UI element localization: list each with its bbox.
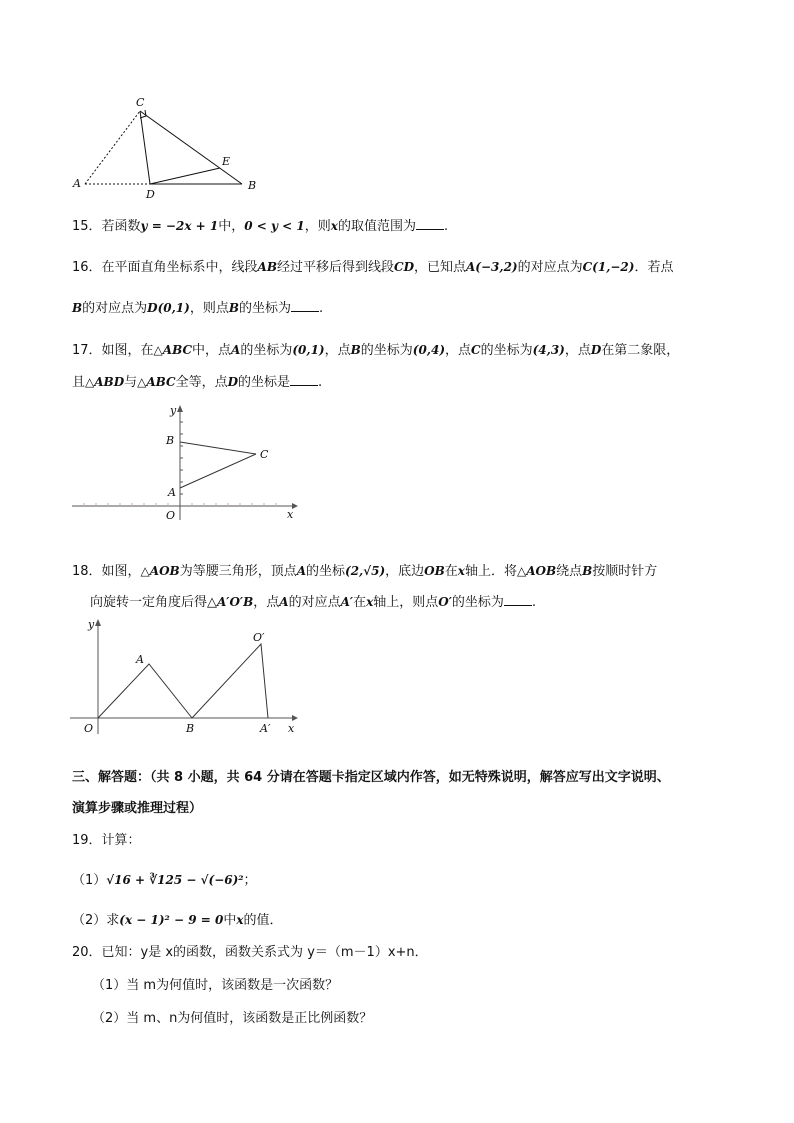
- label-c: C: [136, 96, 145, 109]
- q17-text: 的坐标为: [480, 343, 533, 358]
- q17-d: D: [590, 343, 602, 357]
- label-a-prime: A′: [260, 722, 271, 735]
- q19-p2-var: x: [236, 913, 244, 927]
- label-x: x: [288, 722, 295, 735]
- label-b: B: [166, 434, 175, 447]
- q17-text: ，点: [445, 343, 472, 358]
- q15-condition: 0 < y < 1: [244, 219, 305, 233]
- q19-p1-end: ；: [243, 873, 257, 888]
- q18-rotated-triangle: A′O′B: [217, 595, 254, 609]
- q15-var: x: [330, 219, 338, 233]
- seg-de: [150, 168, 220, 184]
- q16-text: 的对应点为: [82, 301, 148, 316]
- q18-text: 的坐标: [306, 564, 346, 579]
- q19-p2-equation: (x − 1)² − 9 = 0: [119, 913, 224, 927]
- q16-b: B: [72, 301, 83, 315]
- label-d: D: [146, 188, 155, 201]
- q17-a: A: [231, 343, 241, 357]
- section-3-heading: 三、解答题：（共 8 小题，共 64 分请在答题卡指定区域内作答，如无特殊说明，解答应写出文字说明、: [72, 770, 670, 785]
- q18-b: B: [582, 564, 593, 578]
- q18-x: x: [457, 564, 465, 578]
- q15-function: y = −2x + 1: [140, 219, 219, 233]
- q17-text: ，点: [324, 343, 351, 358]
- dotted-ac: [85, 111, 140, 184]
- q18-x: x: [366, 595, 374, 609]
- q18-ob: OB: [424, 564, 445, 578]
- q17-triangle-abd: △ABD: [85, 375, 125, 389]
- question-19-part1: [72, 870, 257, 891]
- q17-text: 与: [124, 375, 138, 390]
- q19-p1-label: （1）: [72, 873, 107, 888]
- q17-text: 全等，点: [175, 375, 228, 390]
- q18-text: 按顺时针方: [592, 564, 658, 579]
- q19-p2-text: 中: [223, 913, 237, 928]
- q18-text: .: [531, 595, 537, 610]
- q16-point-a: A(−3,2): [466, 260, 518, 274]
- q18-text: 绕点: [556, 564, 583, 579]
- q16-point-d: D(0,1): [147, 301, 190, 315]
- label-x: x: [287, 508, 294, 521]
- label-a: A: [136, 653, 144, 666]
- q17-text: 且: [72, 375, 86, 390]
- q17-b-coord: (0,4): [412, 343, 446, 357]
- label-e: E: [222, 155, 231, 168]
- figure-triangle-abc: [70, 94, 270, 204]
- q18-a: A: [296, 564, 307, 578]
- q18-text: 18．如图，: [72, 564, 141, 579]
- label-b: B: [186, 722, 195, 735]
- q18-a: A: [279, 595, 289, 609]
- question-18-line2: [90, 592, 536, 613]
- q18-text: ，点: [253, 595, 280, 610]
- label-b: B: [248, 179, 257, 192]
- q17-text: 在第二象限，: [601, 343, 680, 358]
- question-20-part1: （1）当 m为何值时，该函数是一次函数？: [92, 978, 339, 993]
- q18-text: 轴上．将: [464, 564, 517, 579]
- figure-coordinate-abc: [70, 400, 310, 530]
- label-o-prime: O′: [253, 631, 265, 644]
- q15-text: .: [443, 219, 449, 234]
- q16-text: .: [319, 301, 324, 316]
- q16-b: B: [228, 301, 239, 315]
- q16-text: 的对应点为: [517, 260, 583, 275]
- q16-text: 经过平移后得到线段: [277, 260, 395, 275]
- q18-o-prime: O′: [438, 595, 452, 609]
- label-a: A: [73, 177, 81, 190]
- q17-text: .: [318, 375, 323, 390]
- q18-text: 在: [444, 564, 458, 579]
- q16-point-c: C(1,−2): [582, 260, 635, 274]
- answer-blank[interactable]: [291, 299, 319, 312]
- q17-text: 17．如图，在: [72, 343, 154, 358]
- triangle-a1o1b: [192, 644, 268, 718]
- answer-blank[interactable]: [416, 217, 444, 230]
- q17-text: 的坐标为: [240, 343, 293, 358]
- q16-text: 的坐标为: [238, 301, 291, 316]
- q17-b: B: [350, 343, 361, 357]
- q16-text: 16．在平面直角坐标系中，线段: [72, 260, 258, 275]
- q18-a-coord: (2,√5): [345, 564, 386, 578]
- question-16-line2: [72, 298, 323, 319]
- q18-text: ，底边: [385, 564, 425, 579]
- x-arrow: [292, 715, 298, 721]
- q19-p2-label: （2）求: [72, 913, 120, 928]
- q17-c: C: [471, 343, 481, 357]
- figure-rotation: [68, 614, 308, 744]
- question-17-line2: [72, 372, 322, 393]
- q16-cd: CD: [394, 260, 414, 274]
- q18-text: 为等腰三角形，顶点: [179, 564, 297, 579]
- q18-text: 的对应点: [288, 595, 341, 610]
- q17-text: 的坐标是: [238, 375, 291, 390]
- q17-c-coord: (4,3): [532, 343, 565, 357]
- q18-triangle: △AOB: [140, 564, 180, 578]
- q18-a-prime: A′: [340, 595, 354, 609]
- q15-text: 的取值范围为: [337, 219, 416, 234]
- y-arrow: [95, 619, 101, 626]
- q17-text: 的坐标为: [360, 343, 413, 358]
- section-3-heading-cont: 演算步骤或推理过程）: [72, 801, 203, 816]
- q17-text: ，点: [564, 343, 591, 358]
- triangle-aob: [98, 664, 192, 718]
- question-15: [72, 216, 448, 237]
- label-o: O: [166, 509, 176, 522]
- seg-bc: [180, 442, 256, 454]
- q16-text: ．若点: [634, 260, 674, 275]
- seg-cb: [140, 111, 242, 184]
- question-19-title: 19．计算：: [72, 833, 141, 848]
- q17-text: 中，点: [192, 343, 232, 358]
- question-19-part2: [72, 910, 283, 931]
- q17-triangle-abc: △ABC: [137, 375, 176, 389]
- question-20-title: 20．已知：y是 x的函数，函数关系式为 y＝（m－1）x+n．: [72, 945, 428, 960]
- label-o: O: [84, 722, 94, 735]
- q16-text: ，已知点: [413, 260, 466, 275]
- q18-text: 向旋转一定角度后得△: [90, 595, 217, 610]
- y-arrow: [177, 405, 183, 412]
- label-y: y: [88, 618, 95, 631]
- q19-p1-expression: √16 + ∛125 − √(−6)²: [106, 873, 244, 887]
- q16-ab: AB: [257, 260, 277, 274]
- q18-text: 的坐标为: [451, 595, 504, 610]
- q16-text: ，则点: [189, 301, 229, 316]
- q18-text: 在: [353, 595, 367, 610]
- question-17-line1: [72, 340, 679, 361]
- question-20-part2: （2）当 m、n为何值时，该函数是正比例函数？: [92, 1011, 373, 1026]
- seg-cd: [140, 111, 150, 184]
- q17-triangle: △ABC: [153, 343, 193, 357]
- q15-text: ，则: [304, 219, 331, 234]
- question-16-line1: [72, 257, 673, 278]
- label-y: y: [170, 404, 177, 417]
- q18-text: 轴上，则点: [373, 595, 439, 610]
- answer-blank[interactable]: [504, 593, 532, 606]
- q18-triangle: △AOB: [516, 564, 557, 578]
- question-18-line1: [72, 561, 657, 582]
- seg-ac: [180, 454, 256, 488]
- q15-text: 中，: [218, 219, 245, 234]
- label-c: C: [260, 448, 269, 461]
- q17-a-coord: (0,1): [292, 343, 325, 357]
- q17-d: D: [227, 375, 239, 389]
- label-a: A: [168, 486, 176, 499]
- q15-text: 15．若函数: [72, 219, 141, 234]
- answer-blank[interactable]: [290, 373, 318, 386]
- q19-p2-text: 的值．: [243, 913, 283, 928]
